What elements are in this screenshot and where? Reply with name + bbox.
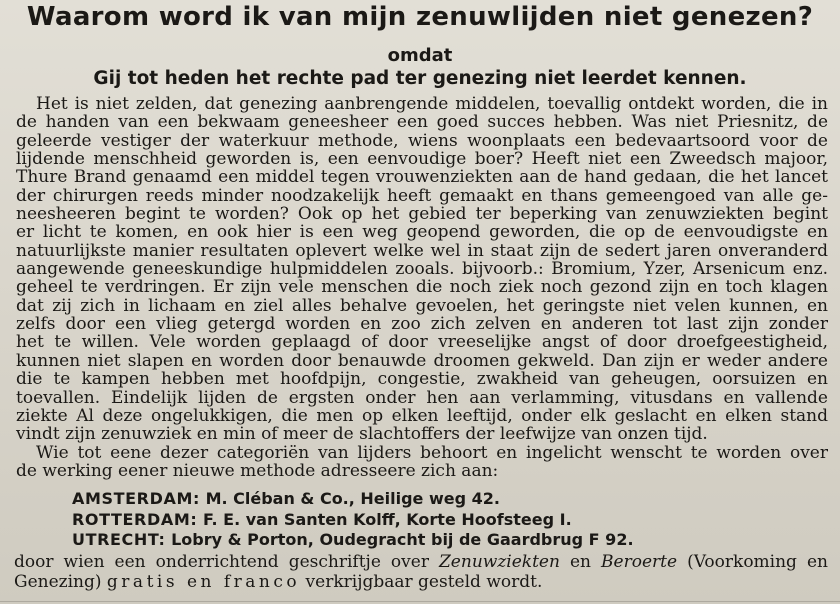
closing-text: door wien een onderrichtend geschriftje over — [14, 552, 439, 572]
address-amsterdam — [72, 489, 792, 510]
closing-line — [14, 553, 828, 573]
body-line: toevallen. Eindelijk lijden de ergsten onder hen aan verlamming, vitusdans en vallende — [16, 387, 828, 408]
body-line: der chirurgen reeds minder noodzakelijk heeft gemaakt en thans gemeengoed van alle ge- — [16, 185, 828, 206]
closing-text: verkrijgbaar gesteld wordt. — [300, 571, 543, 592]
body-line: lijdende menschheid geworden is, een eenvoudige boer? Heeft niet een Zweedsch majoor, — [16, 149, 828, 170]
body-line: aangewende geneeskundige hulpmiddelen zooals. bijvoorb.: Bromium, Yzer, Arsenicum enz. — [16, 259, 828, 280]
body-line: ziekte Al deze ongelukkigen, die men op elken leeftijd, onder elk geslacht en elken stand — [16, 405, 828, 426]
address-city: AMSTERDAM: — [72, 489, 200, 508]
body-line: Thure Brand genaamd een middel tegen vrouwenziekten aan de hand gedaan, die het lancet — [16, 167, 828, 188]
body-line: neesheeren begint te worden? Ook op het gebied ter beperking van zenuwziekten begint — [16, 204, 828, 225]
body-line: Wie tot eene dezer categoriën van lijders behoort en ingelicht wenscht te worden over — [36, 442, 828, 463]
bottom-rule — [0, 601, 840, 602]
address-city: UTRECHT: — [72, 530, 166, 549]
subheadline: Gij tot heden het rechte pad ter genezing niet leerdet kennen. — [93, 68, 747, 89]
body-line: er licht te komen, en ook hier is een weg geopend geworden, die op de eenvoudigste en — [16, 222, 828, 243]
topic-beroerte: Beroerte — [601, 552, 678, 572]
free-offer-text: gratis en franco — [106, 571, 301, 592]
connector-word: omdat — [387, 45, 453, 66]
body-line: kunnen niet slapen en worden door benauwde droomen gekweld. Dan zijn er weder andere — [16, 350, 828, 371]
closing-text: Genezing) — [14, 571, 107, 592]
headline: Waarom word ik van mijn zenuwlijden niet genezen? — [26, 2, 814, 32]
body-line: dat zij zich in lichaam en ziel alles behalve gevoelen, het geringste niet velen kunnen, en — [16, 295, 828, 316]
body-line: vindt zijn zenuwziek en min of meer de slachtoffers der leefwijze van onzen tijd. — [16, 424, 708, 445]
body-line: Het is niet zelden, dat genezing aanbrengende middelen, toevallig ontdekt worden, die in — [36, 94, 828, 114]
closing-text: en — [559, 552, 602, 572]
address-utrecht — [72, 530, 792, 551]
body-line: de werking eener nieuwe methode adresseere zich aan: — [16, 460, 499, 481]
body-line: geheel te verdringen. Er zijn vele menschen die noch ziek noch gezond zijn en toch klagen — [16, 277, 828, 298]
address-details: Lobry & Porton, Oudegracht bij de Gaardbrug F 92. — [171, 530, 634, 549]
body-line: die te kampen hebben met hoofdpijn, congestie, zwakheid van geheugen, oorsuizen en — [16, 369, 828, 390]
body-line: natuurlijkste manier resultaten oplevert welke wel in staat zijn de sedert jaren onveranderd — [16, 240, 828, 261]
address-details: F. E. van Santen Kolff, Korte Hoofsteeg I. — [202, 509, 572, 529]
body-paragraph — [16, 95, 828, 480]
address-list — [72, 489, 792, 551]
body-line: geleerde vestiger der waterkuur methode, wiens woonplaats een bedevaartsoord voor de — [16, 130, 828, 151]
body-line: zelfs door een vlieg getergd worden en zoo zich zelven en anderen tot last zijn zonder — [16, 314, 828, 335]
body-line: de handen van een bekwaam geneesheer een goed succes hebben. Was niet Priesnitz, de — [16, 112, 828, 133]
address-rotterdam — [72, 510, 792, 531]
closing-line — [14, 573, 828, 593]
address-city: ROTTERDAM: — [72, 509, 198, 529]
body-line: het te willen. Vele worden geplaagd of door vreeselijke angst of door droefgeestigheid, — [16, 332, 828, 353]
topic-zenuwziekten: Zenuwziekten — [439, 552, 560, 572]
closing-text: (Voorkoming en — [677, 552, 828, 572]
closing-paragraph — [14, 553, 828, 592]
address-details: M. Cléban & Co., Heilige weg 42. — [205, 489, 500, 508]
